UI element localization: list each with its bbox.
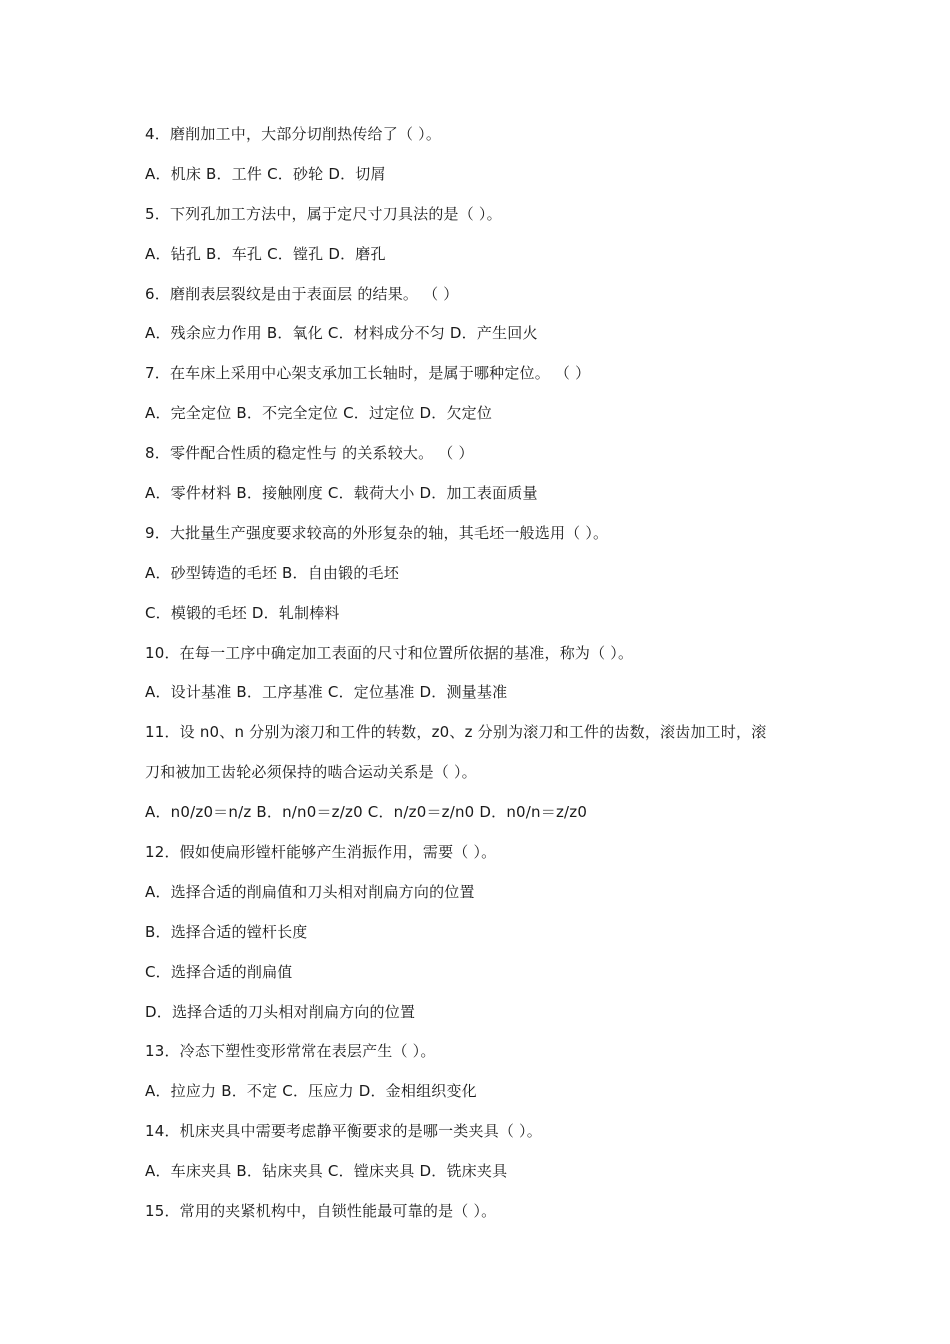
question-10-options: A．设计基准 B．工序基准 C．定位基准 D．测量基准 <box>145 683 508 702</box>
question-14: 14．机床夹具中需要考虑静平衡要求的是哪一类夹具（ ）。 <box>145 1122 542 1141</box>
question-4: 4．磨削加工中，大部分切削热传给了（ ）。 <box>145 125 442 143</box>
question-11-options: A．n0/z0＝n/z B．n/n0＝z/z0 C．n/z0＝z/n0 D．n0/n＝z/z0 <box>145 803 588 822</box>
question-10: 10．在每一工序中确定加工表面的尺寸和位置所依据的基准，称为（ ）。 <box>145 643 634 662</box>
question-6-options: A．残余应力作用 B．氧化 C．材料成分不匀 D．产生回火 <box>145 324 538 343</box>
question-list <box>145 118 825 1235</box>
question-12-option-b: B．选择合适的镗杆长度 <box>145 922 308 941</box>
question-11-continued: 刀和被加工齿轮必须保持的啮合运动关系是（ ）。 <box>145 763 477 782</box>
question-14-options: A．车床夹具 B．钻床夹具 C．镗床夹具 D．铣床夹具 <box>145 1162 508 1181</box>
question-6: 6．磨削表层裂纹是由于表面层 的结果。 （ ） <box>145 284 459 303</box>
question-7-options: A．完全定位 B．不完全定位 C．过定位 D．欠定位 <box>145 404 493 423</box>
question-9: 9．大批量生产强度要求较高的外形复杂的轴，其毛坯一般选用（ ）。 <box>145 523 609 542</box>
question-9-options-ab: A．砂型铸造的毛坯 B．自由锻的毛坯 <box>145 563 399 582</box>
question-7: 7．在车床上采用中心架支承加工长轴时，是属于哪种定位。 （ ） <box>145 364 591 383</box>
question-4-options: A．机床 B．工件 C．砂轮 D．切屑 <box>145 164 386 183</box>
question-12: 12．假如使扁形镗杆能够产生消振作用，需要（ ）。 <box>145 843 497 862</box>
question-13-options: A．拉应力 B．不定 C．压应力 D．金相组织变化 <box>145 1082 477 1101</box>
question-8: 8．零件配合性质的稳定性与 的关系较大。 （ ） <box>145 444 474 463</box>
question-8-options: A．零件材料 B．接触刚度 C．载荷大小 D．加工表面质量 <box>145 484 538 503</box>
question-12-option-d: D．选择合适的刀头相对削扁方向的位置 <box>145 1002 416 1021</box>
question-11: 11．设 n0、n 分别为滚刀和工件的转数，z0、z 分别为滚刀和工件的齿数，滚齿加工时，滚 <box>145 723 767 742</box>
question-12-option-c: C．选择合适的削扁值 <box>145 962 293 981</box>
question-13: 13．冷态下塑性变形常常在表层产生（ ）。 <box>145 1042 436 1061</box>
question-12-option-a: A．选择合适的削扁值和刀头相对削扁方向的位置 <box>145 882 475 901</box>
question-5-options: A．钻孔 B．车孔 C．镗孔 D．磨孔 <box>145 244 386 263</box>
question-9-options-cd: C．模锻的毛坯 D．轧制棒料 <box>145 603 340 622</box>
question-15: 15．常用的夹紧机构中，自锁性能最可靠的是（ ）。 <box>145 1202 497 1221</box>
question-5: 5．下列孔加工方法中，属于定尺寸刀具法的是（ ）。 <box>145 204 502 223</box>
